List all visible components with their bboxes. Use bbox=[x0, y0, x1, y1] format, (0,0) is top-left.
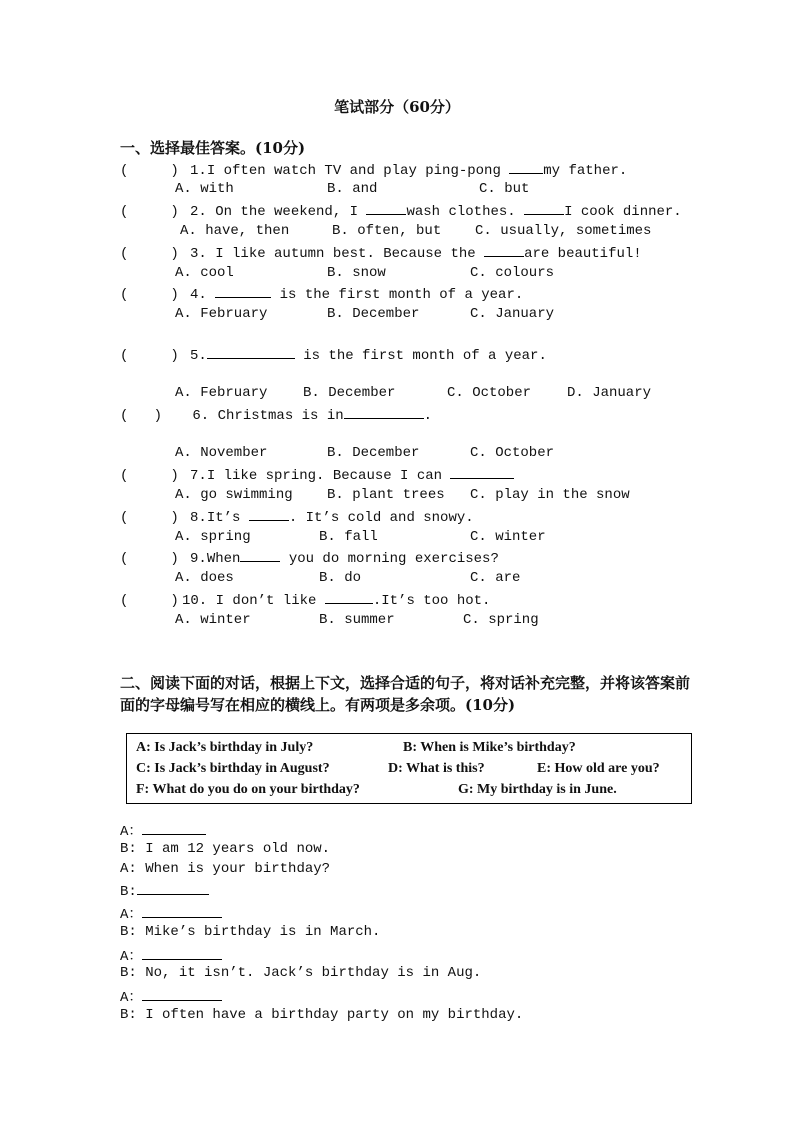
choice-c: C: Is Jack’s birthday in August? bbox=[136, 761, 330, 776]
option: B. and bbox=[327, 181, 378, 197]
option: B. December bbox=[327, 445, 420, 461]
answer-blank[interactable] bbox=[450, 466, 514, 479]
option: A. cool bbox=[175, 265, 234, 281]
section-2-heading: 二、阅读下面的对话，根据上下文，选择合适的句子，将对话补充完整，并将该答案前面的字母编号写在相应的横线上。有两项是多余项。(10分) bbox=[120, 674, 691, 714]
question-9: ( ) 9.When you do morning exercises? bbox=[120, 551, 499, 567]
option: B. fall bbox=[319, 529, 378, 545]
choice-a: A: Is Jack’s birthday in July? bbox=[136, 740, 314, 755]
option: A. spring bbox=[175, 529, 251, 545]
answer-blank[interactable] bbox=[137, 882, 209, 895]
option: C. play in the snow bbox=[470, 487, 630, 503]
question-10-options bbox=[175, 612, 539, 676]
question-6: ( ) 6. Christmas is in . bbox=[120, 408, 433, 424]
option: C. usually, sometimes bbox=[475, 223, 652, 239]
answer-blank[interactable] bbox=[215, 285, 271, 298]
choice-e: E: How old are you? bbox=[537, 761, 660, 776]
question-8: ( ) 8.It’s . It’s cold and snowy. bbox=[120, 510, 474, 526]
choice-d: D: What is this? bbox=[388, 761, 485, 776]
option: A. February bbox=[175, 385, 268, 401]
option: C. January bbox=[470, 306, 555, 322]
answer-blank[interactable] bbox=[142, 988, 222, 1001]
option: B. December bbox=[303, 385, 396, 401]
section-1-heading: 一、选择最佳答案。(10分) bbox=[120, 139, 306, 157]
option: C. winter bbox=[470, 529, 546, 545]
option: B. often, but bbox=[332, 223, 442, 239]
option: C. but bbox=[479, 181, 530, 197]
answer-blank[interactable] bbox=[142, 947, 222, 960]
dialogue-line-5: A： bbox=[120, 903, 222, 923]
answer-blank[interactable] bbox=[366, 202, 406, 215]
option: B. plant trees bbox=[327, 487, 445, 503]
option: A. have, then bbox=[180, 223, 290, 239]
answer-blank[interactable] bbox=[142, 905, 222, 918]
answer-blank[interactable] bbox=[142, 822, 206, 835]
option: A. February bbox=[175, 306, 268, 322]
dialogue-line-7: A： bbox=[120, 945, 222, 965]
option: C. October bbox=[447, 385, 532, 401]
option: C. October bbox=[470, 445, 555, 461]
choice-f: F: What do you do on your birthday? bbox=[136, 782, 360, 797]
option: B. do bbox=[319, 570, 362, 586]
dialogue-line-4: B: bbox=[120, 882, 209, 900]
dialogue-line-3: A: When is your birthday? bbox=[120, 861, 331, 877]
question-7: ( ) 7.I like spring. Because I can bbox=[120, 466, 514, 484]
question-5: ( ) 5. is the first month of a year. bbox=[120, 348, 547, 364]
option: A. winter bbox=[175, 612, 251, 628]
dialogue-line-6: B: Mike’s birthday is in March. bbox=[120, 924, 381, 940]
question-1: ( ) 1.I often watch TV and play ping-pong my father. bbox=[120, 163, 628, 179]
answer-blank[interactable] bbox=[240, 549, 280, 562]
dialogue-line-2: B: I am 12 years old now. bbox=[120, 841, 331, 857]
choice-g: G: My birthday is in June. bbox=[458, 782, 617, 797]
option: B. snow bbox=[327, 265, 386, 281]
option: A. with bbox=[175, 181, 234, 197]
option: C. spring bbox=[463, 612, 539, 628]
question-10: ( ) 10. I don’t like .It’s too hot. bbox=[120, 593, 491, 609]
page-title: 笔试部分（60分） bbox=[334, 98, 460, 116]
answer-blank[interactable] bbox=[207, 346, 295, 359]
option: D. January bbox=[567, 385, 652, 401]
question-2: ( ) 2. On the weekend, I wash clothes. I cook dinner. bbox=[120, 204, 682, 220]
option: A. go swimming bbox=[175, 487, 293, 503]
question-3: ( ) 3. I like autumn best. Because the are beautiful! bbox=[120, 246, 642, 262]
dialogue-line-1: A： bbox=[120, 820, 206, 840]
answer-blank[interactable] bbox=[484, 244, 524, 257]
option: A. does bbox=[175, 570, 234, 586]
dialogue-line-10: B: I often have a birthday party on my birthday. bbox=[120, 1007, 524, 1023]
answer-blank[interactable] bbox=[344, 406, 424, 419]
answer-blank[interactable] bbox=[249, 508, 289, 521]
dialogue-line-9: A： bbox=[120, 986, 222, 1006]
choices-box bbox=[126, 733, 692, 804]
option: C. are bbox=[470, 570, 521, 586]
option: A. November bbox=[175, 445, 268, 461]
dialogue-line-8: B: No, it isn’t. Jack’s birthday is in Aug. bbox=[120, 965, 482, 981]
question-4: ( ) 4. is the first month of a year. bbox=[120, 287, 524, 303]
option: C. colours bbox=[470, 265, 555, 281]
answer-blank[interactable] bbox=[509, 161, 543, 174]
option: B. December bbox=[327, 306, 420, 322]
option: B. summer bbox=[319, 612, 395, 628]
answer-blank[interactable] bbox=[524, 202, 564, 215]
choice-b: B: When is Mike’s birthday? bbox=[403, 740, 576, 755]
answer-blank[interactable] bbox=[325, 591, 373, 604]
